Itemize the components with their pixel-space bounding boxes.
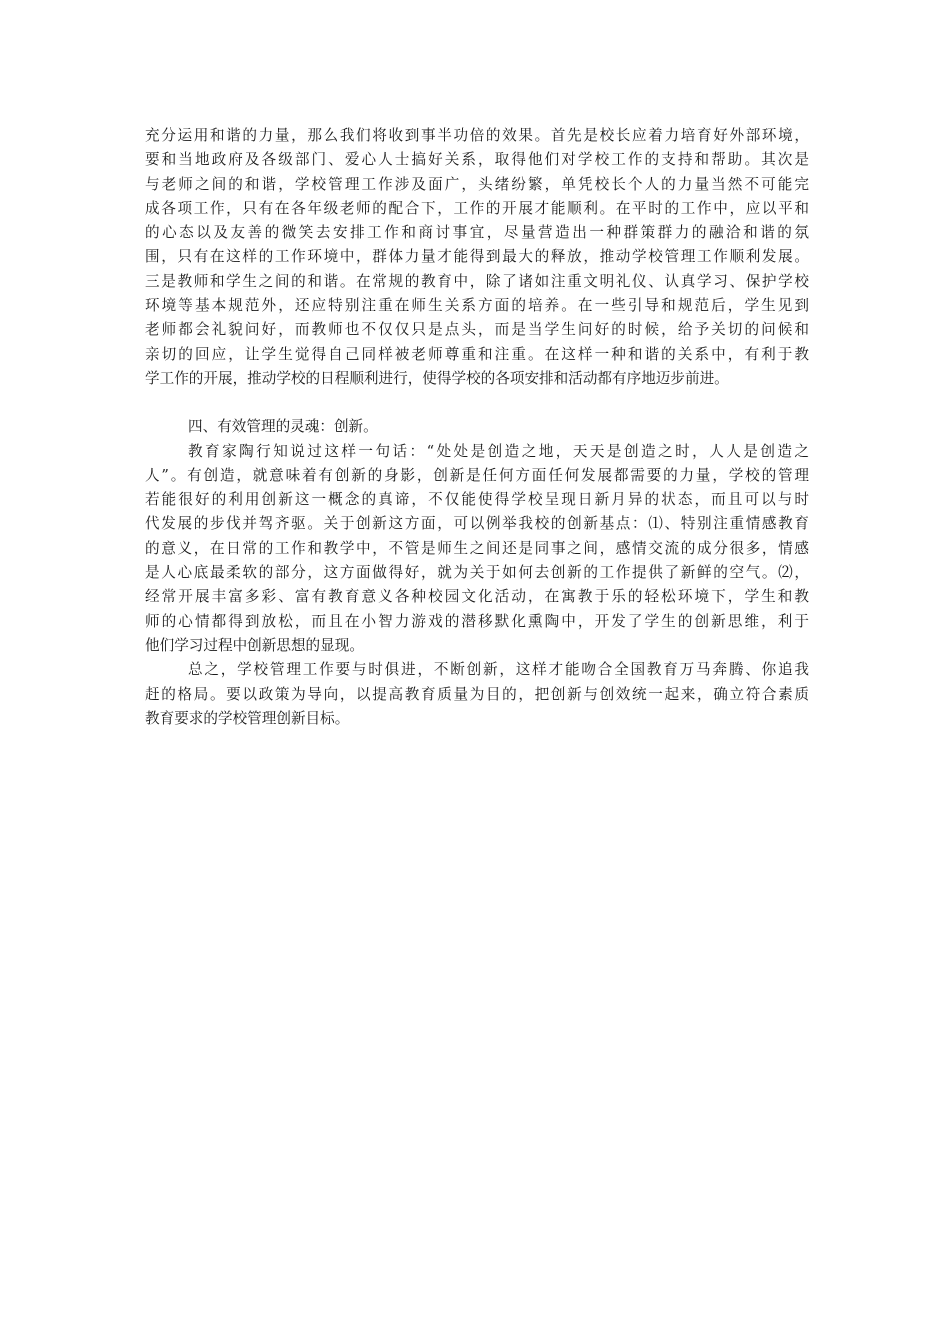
section-heading [145,415,809,439]
text-line: 成各项工作，只有在各年级老师的配合下，工作的开展才能顺利。在平时的工作中，应以平和 [145,199,809,217]
text-line: 教育家陶行知说过这样一句话：“处处是创造之地，天天是创造之时，人人是创造之 [188,442,809,460]
text-line: 人”。有创造，就意味着有创新的身影，创新是任何方面任何发展都需要的力量，学校的管理 [145,466,809,484]
text-line: 他们学习过程中创新思想的显现。 [145,636,364,654]
text-line: 赶的格局。要以政策为导向，以提高教育质量为目的，把创新与创效统一起来，确立符合素质 [145,685,809,703]
text-line: 若能很好的利用创新这一概念的真谛，不仅能使得学校呈现日新月异的状态，而且可以与时 [145,491,809,509]
text-line: 三是教师和学生之间的和谐。在常规的教育中，除了诸如注重文明礼仪、认真学习、保护学校 [145,272,809,290]
text-line: 总之，学校管理工作要与时俱进，不断创新，这样才能吻合全国教育万马奔腾、你追我 [188,661,809,679]
paragraph-harmony [145,124,809,391]
text-line: 要和当地政府及各级部门、爱心人士搞好关系，取得他们对学校工作的支持和帮助。其次是 [145,151,809,169]
section-heading-text: 四、有效管理的灵魂：创新。 [188,418,378,436]
text-line: 教育要求的学校管理创新目标。 [145,709,350,727]
text-line: 亲切的回应，让学生觉得自己同样被老师尊重和注重。在这样一种和谐的关系中，有利于教 [145,345,809,363]
text-line: 环境等基本规范外，还应特别注重在师生关系方面的培养。在一些引导和规范后，学生见到 [145,297,809,315]
text-line: 与老师之间的和谐，学校管理工作涉及面广，头绪纷繁，单凭校长个人的力量当然不可能完 [145,175,809,193]
text-line: 的意义，在日常的工作和教学中，不管是师生之间还是同事之间，感情交流的成分很多，情感 [145,539,809,557]
text-line: 的心态以及友善的微笑去安排工作和商讨事宜，尽量营造出一种群策群力的融洽和谐的氛 [145,224,809,242]
text-line: 充分运用和谐的力量，那么我们将收到事半功倍的效果。首先是校长应着力培育好外部环境， [145,127,809,144]
text-line: 代发展的步伐并驾齐驱。关于创新这方面，可以例举我校的创新基点：⑴、特别注重情感教育 [145,515,809,533]
text-line: 围，只有在这样的工作环境中，群体力量才能得到最大的释放，推动学校管理工作顺利发展。 [145,248,809,266]
document-page [145,124,809,731]
text-line: 师的心情都得到放松，而且在小智力游戏的潜移默化熏陶中，开发了学生的创新思维，利于 [145,612,809,630]
text-line: 老师都会礼貌问好，而教师也不仅仅只是点头，而是当学生问好的时候，给予关切的问候和 [145,321,809,339]
text-line: 学工作的开展，推动学校的日程顺利进行，使得学校的各项安排和活动都有序地迈步前进。 [145,369,729,387]
paragraph-conclusion [145,658,809,731]
text-line: 经常开展丰富多彩、富有教育意义各种校园文化活动，在寓教于乐的轻松环境下，学生和教 [145,588,809,606]
paragraph-gap [145,391,809,415]
paragraph-innovation [145,440,809,659]
text-line: 是人心底最柔软的部分，这方面做得好，就为关于如何去创新的工作提供了新鲜的空气。⑵， [145,564,809,582]
